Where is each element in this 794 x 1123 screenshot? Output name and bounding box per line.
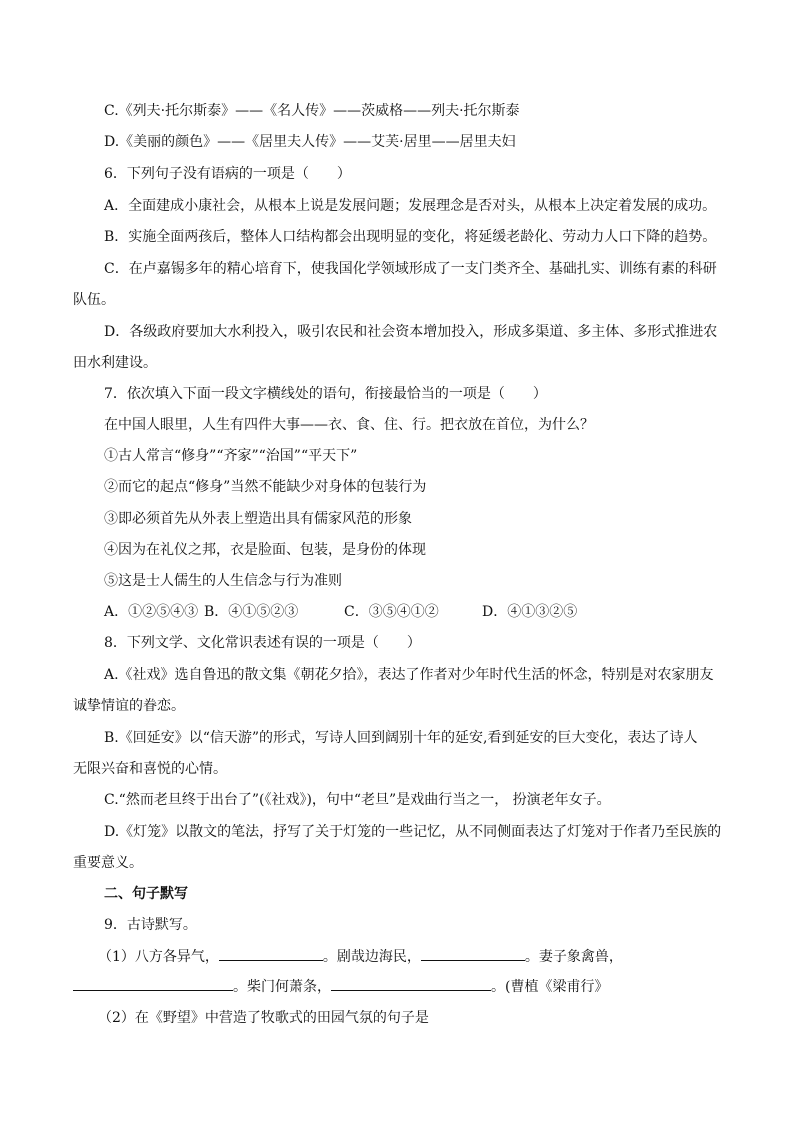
q5-option-c: C.《列夫·托尔斯泰》——《名人传》——茨威格——列夫·托尔斯泰 [104, 103, 520, 119]
q9-part1-text-a: （1）八方各异气， [98, 949, 219, 965]
answer-blank-3[interactable] [73, 976, 233, 991]
q7-option-a: A．①②⑤④③ [104, 604, 199, 620]
q5-option-d: D.《美丽的颜色》——《居里夫人传》——艾芙·居里——居里夫妇 [104, 134, 516, 150]
q8-option-b-line2: 无限兴奋和喜悦的心情。 [73, 761, 227, 777]
q9-part1-text-b: 。剧哉边海民， [322, 949, 421, 965]
q9-stem: 9．古诗默写。 [104, 917, 197, 933]
q9-part1-line2 [73, 976, 608, 997]
q6-option-c-line2: 队伍。 [73, 292, 115, 308]
q8-option-b-line1: B.《回延安》以“信天游”的形式，写诗人回到阔别十年的延安,看到延安的巨大变化，表达了诗人 [104, 730, 698, 746]
q6-stem: 6．下列句子没有语病的一项是（ ） [104, 166, 351, 182]
q6-option-d-line2: 田水利建设。 [73, 355, 157, 371]
q6-option-a: A．全面建成小康社会，从根本上说是发展问题；发展理念是否对头，从根本上决定着发展的成功。 [104, 198, 717, 214]
q7-stem: 7．依次填入下面一段文字横线处的语句，衔接最恰当的一项是（ ） [104, 386, 547, 402]
answer-blank-4[interactable] [331, 976, 491, 991]
q9-part1-text-c: 。妻子象禽兽， [524, 949, 623, 965]
q7-option-d: D．④①③②⑤ [482, 604, 578, 620]
q8-option-d-line2: 重要意义。 [73, 855, 143, 871]
q8-option-c: C.“然而老旦终于出台了”(《社戏》)，句中“老旦”是戏曲行当之一， 扮演老年女子。 [104, 792, 611, 808]
q7-passage: 在中国人眼里，人生有四件大事——衣、食、住、行。把衣放在首位，为什么？ [104, 417, 594, 433]
q7-option-b: B．④①⑤②③ [204, 604, 299, 620]
q8-option-d-line1: D.《灯笼》以散文的笔法，抒写了关于灯笼的一些记忆，从不同侧面表达了灯笼对于作者乃至民族的 [104, 824, 722, 840]
q9-part1-line1 [98, 946, 623, 967]
q9-part2: （2）在《野望》中营造了牧歌式的田园气氛的句子是 [98, 1010, 429, 1026]
q9-part1-text-e: 。(曹植《梁甫行》 [491, 979, 609, 995]
q8-option-a-line2: 诚挚情谊的眷恋。 [73, 698, 185, 714]
q7-sentence-5: ⑤这是士人儒生的人生信念与行为准则 [104, 573, 342, 589]
q7-option-c: C．③⑤④①② [344, 604, 439, 620]
q8-stem: 8．下列文学、文化常识表述有误的一项是（ ） [104, 635, 421, 651]
q6-option-c-line1: C．在卢嘉锡多年的精心培育下，使我国化学领域形成了一支门类齐全、基础扎实、训练有素的科研 [104, 261, 717, 277]
q7-options [104, 602, 577, 622]
q7-sentence-1: ①古人常言“修身”“齐家”“治国”“平天下” [104, 448, 358, 464]
q6-option-b: B．实施全面两孩后，整体人口结构都会出现明显的变化，将延缓老龄化、劳动力人口下降的趋势。 [104, 229, 717, 245]
q6-option-d-line1: D．各级政府要加大水利投入，吸引农民和社会资本增加投入，形成多渠道、多主体、多形式推进农 [104, 324, 718, 340]
answer-blank-1[interactable] [219, 946, 323, 961]
q8-option-a-line1: A.《社戏》选自鲁迅的散文集《朝花夕拾》，表达了作者对少年时代生活的怀念，特别是对农家朋友 [104, 667, 714, 683]
section-heading: 二、句子默写 [104, 886, 188, 902]
q7-sentence-4: ④因为在礼仪之邦，衣是脸面、包装，是身份的体现 [104, 542, 426, 558]
q7-sentence-3: ③即必须首先从外表上塑造出具有儒家风范的形象 [104, 511, 412, 527]
q7-sentence-2: ②而它的起点“修身”当然不能缺少对身体的包装行为 [104, 479, 427, 495]
q9-part1-text-d: 。柴门何萧条， [233, 979, 331, 995]
answer-blank-2[interactable] [421, 946, 525, 961]
